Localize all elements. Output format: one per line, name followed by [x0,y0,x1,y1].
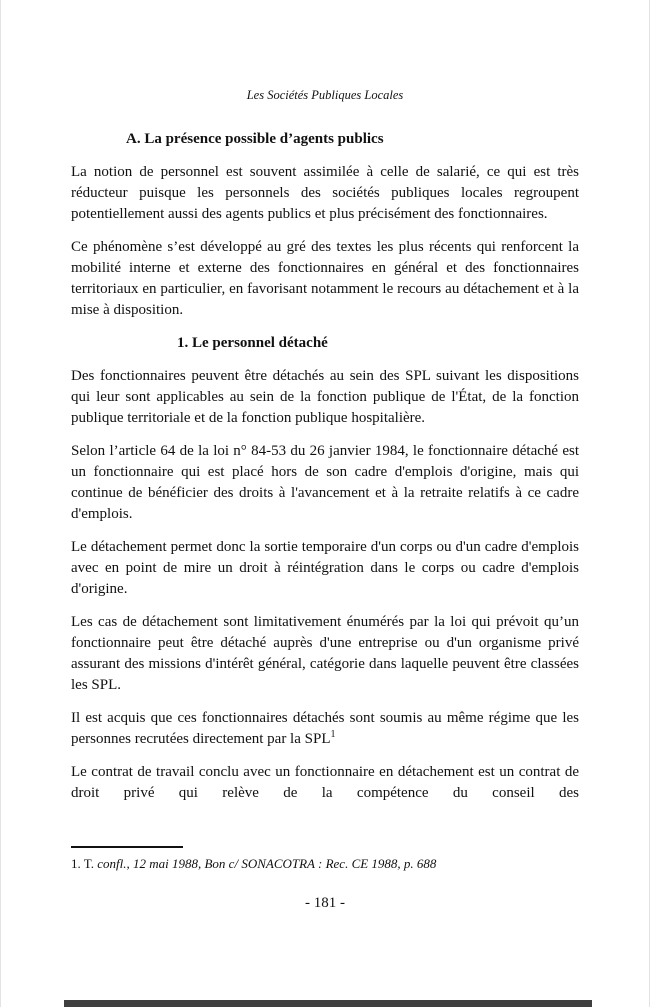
paragraph-6: Les cas de détachement sont limitativement énumérés par la loi qui prévoit qu’un fonctionnaire peut être détaché auprès d'une entreprise ou d'un organisme privé assurant des missions d'intérêt général, catégorie dans laquelle peuvent être classées les SPL. [71,614,579,693]
paragraph-7-text: Il est acquis que ces fonctionnaires détachés sont soumis au même régime que les personnes recrutées directement par la SPL [71,710,579,747]
paragraph-1: La notion de personnel est souvent assimilée à celle de salarié, ce qui est très réducteur puisque les personnels des sociétés publiques locales regroupent potentiellement aussi des agents publics et plus précisément des fonctionnaires. [71,164,579,222]
paragraph-2: Ce phénomène s’est développé au gré des textes les plus récents qui renforcent la mobilité interne et externe des fonctionnaires en général et des fonctionnaires territoriaux en particulier, en favorisant notamment le recours au détachement et à la mise à disposition. [71,239,579,318]
footnote-reference: 1 [330,729,336,740]
footnote-block [71,846,579,872]
bottom-edge-bar [64,1000,592,1007]
footnote-rule [71,846,183,848]
running-header: Les Sociétés Publiques Locales [246,88,404,102]
paragraph-7 [71,708,579,750]
footnote-citation: confl., 12 mai 1988, Bon c/ SONACOTRA : Rec. CE 1988, p. 688 [97,856,437,871]
paragraph-3: Des fonctionnaires peuvent être détachés au sein des SPL suivant les dispositions qui leur sont applicables au sein de la fonction publique de l'État, de la fonction publique territoriale et de la fonction publique hospitalière. [71,368,579,426]
footnote [71,855,579,872]
page-content [71,88,579,816]
paragraph-5: Le détachement permet donc la sortie temporaire d'un corps ou d'un cadre d'emplois avec en point de mire un droit à réintégration dans le corps ou cadre d'emplois d'origine. [71,539,579,597]
paragraph-8: Le contrat de travail conclu avec un fonctionnaire en détachement est un contrat de droit privé qui relève de la compétence du conseil des [71,764,579,801]
footnote-marker: 1. T. [71,856,98,871]
subsection-heading: 1. Le personnel détaché [177,335,328,351]
page-number: - 181 - [305,895,345,911]
section-heading: A. La présence possible d’agents publics [126,131,384,147]
paragraph-4: Selon l’article 64 de la loi n° 84-53 du 26 janvier 1984, le fonctionnaire détaché est un fonctionnaire qui est placé hors de son cadre d'emplois d'origine, mais qui continue de bénéficier des droits à l'avancement et à la retraite relatifs à ce cadre d'emplois. [71,443,579,522]
